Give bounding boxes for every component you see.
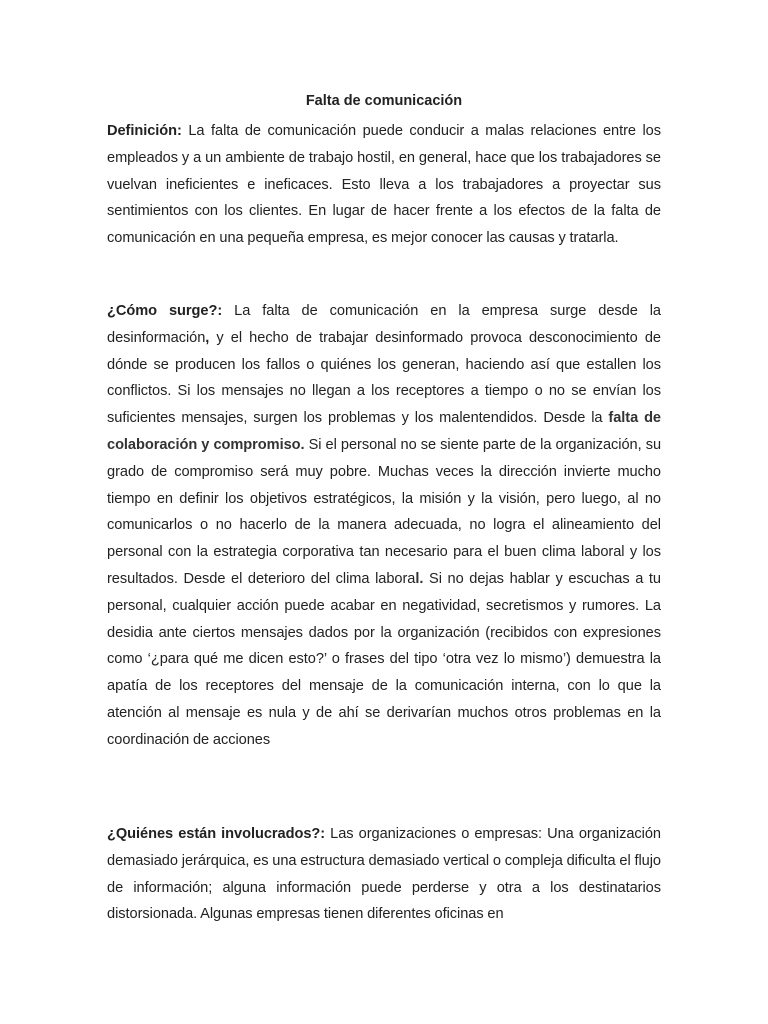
definicion-paragraph [107,118,661,252]
como-surge-emphasis-colaboracion: falta de colaboración y compromiso. [107,410,661,453]
involucrados-label: ¿Quiénes están involucrados?: [107,826,326,842]
involucrados-paragraph [107,821,661,928]
definicion-label: Definición: [107,123,182,139]
page-title: Falta de comunicación [305,93,463,109]
involucrados-text: Las organizaciones o empresas: Una organización demasiado jerárquica, es una estructura demasiado vertical o compleja dificulta el flujo de información; alguna información puede perderse y otra a los destinatarios distorsionada. Algunas empresas tienen diferentes oficinas en [107,826,661,923]
como-surge-label: ¿Cómo surge?: [107,303,223,319]
como-surge-text-1: La falta de comunicación en la empresa surge desde la desinformación [107,303,661,346]
como-surge-paragraph [107,298,661,754]
como-surge-emphasis-laboral: l. [415,570,424,587]
definicion-text: La falta de comunicación puede conducir a malas relaciones entre los empleados y a un ambiente de trabajo hostil, en general, hace que los trabajadores se vuelvan ineficientes e ineficaces. Esto lleva a los trabajadores a proyectar sus sentimientos con los clientes. En lugar de hacer frente a los efectos de la falta de comunicación en una pequeña empresa, es mejor conocer las causas y tratarla. [107,123,661,247]
como-surge-text-2: y el hecho de trabajar desinformado provoca desconocimiento de dónde se producen los fallos o quiénes los generan, haciendo así que estallen los conflictos. Si los mensajes no llegan a los receptores a tiempo o no se envían los suficientes mensajes, surgen los problemas y los malentendidos. Desde la [107,329,661,427]
como-surge-text-4: Si no dejas hablar y escuchas a tu personal, cualquier acción puede acabar en negatividad, secretismos y rumores. La desidia ante ciertos mensajes dados por la organización (recibidos con expresiones como ‘¿para qué me dicen esto?’ o frases del tipo ‘otra vez lo mismo’) demuestra la apatía de los receptores del mensaje de la comunicación interna, con lo que la atención al mensaje es nula y de ahí se derivarían muchos otros problemas en la coordinación de acciones [107,570,661,748]
como-surge-comma: , [205,329,210,346]
como-surge-text-3: Si el personal no se siente parte de la organización, su grado de compromiso será muy pobre. Muchas veces la dirección invierte mucho tiempo en definir los objetivos estratégicos, la misión y la visión, pero luego, al no comunicarlos o no hacerlo de la manera adecuada, no logra el alineamiento del personal con la estrategia corporativa tan necesario para el buen clima laboral y los resultados. Desde el deterioro del clima labora [107,436,662,587]
